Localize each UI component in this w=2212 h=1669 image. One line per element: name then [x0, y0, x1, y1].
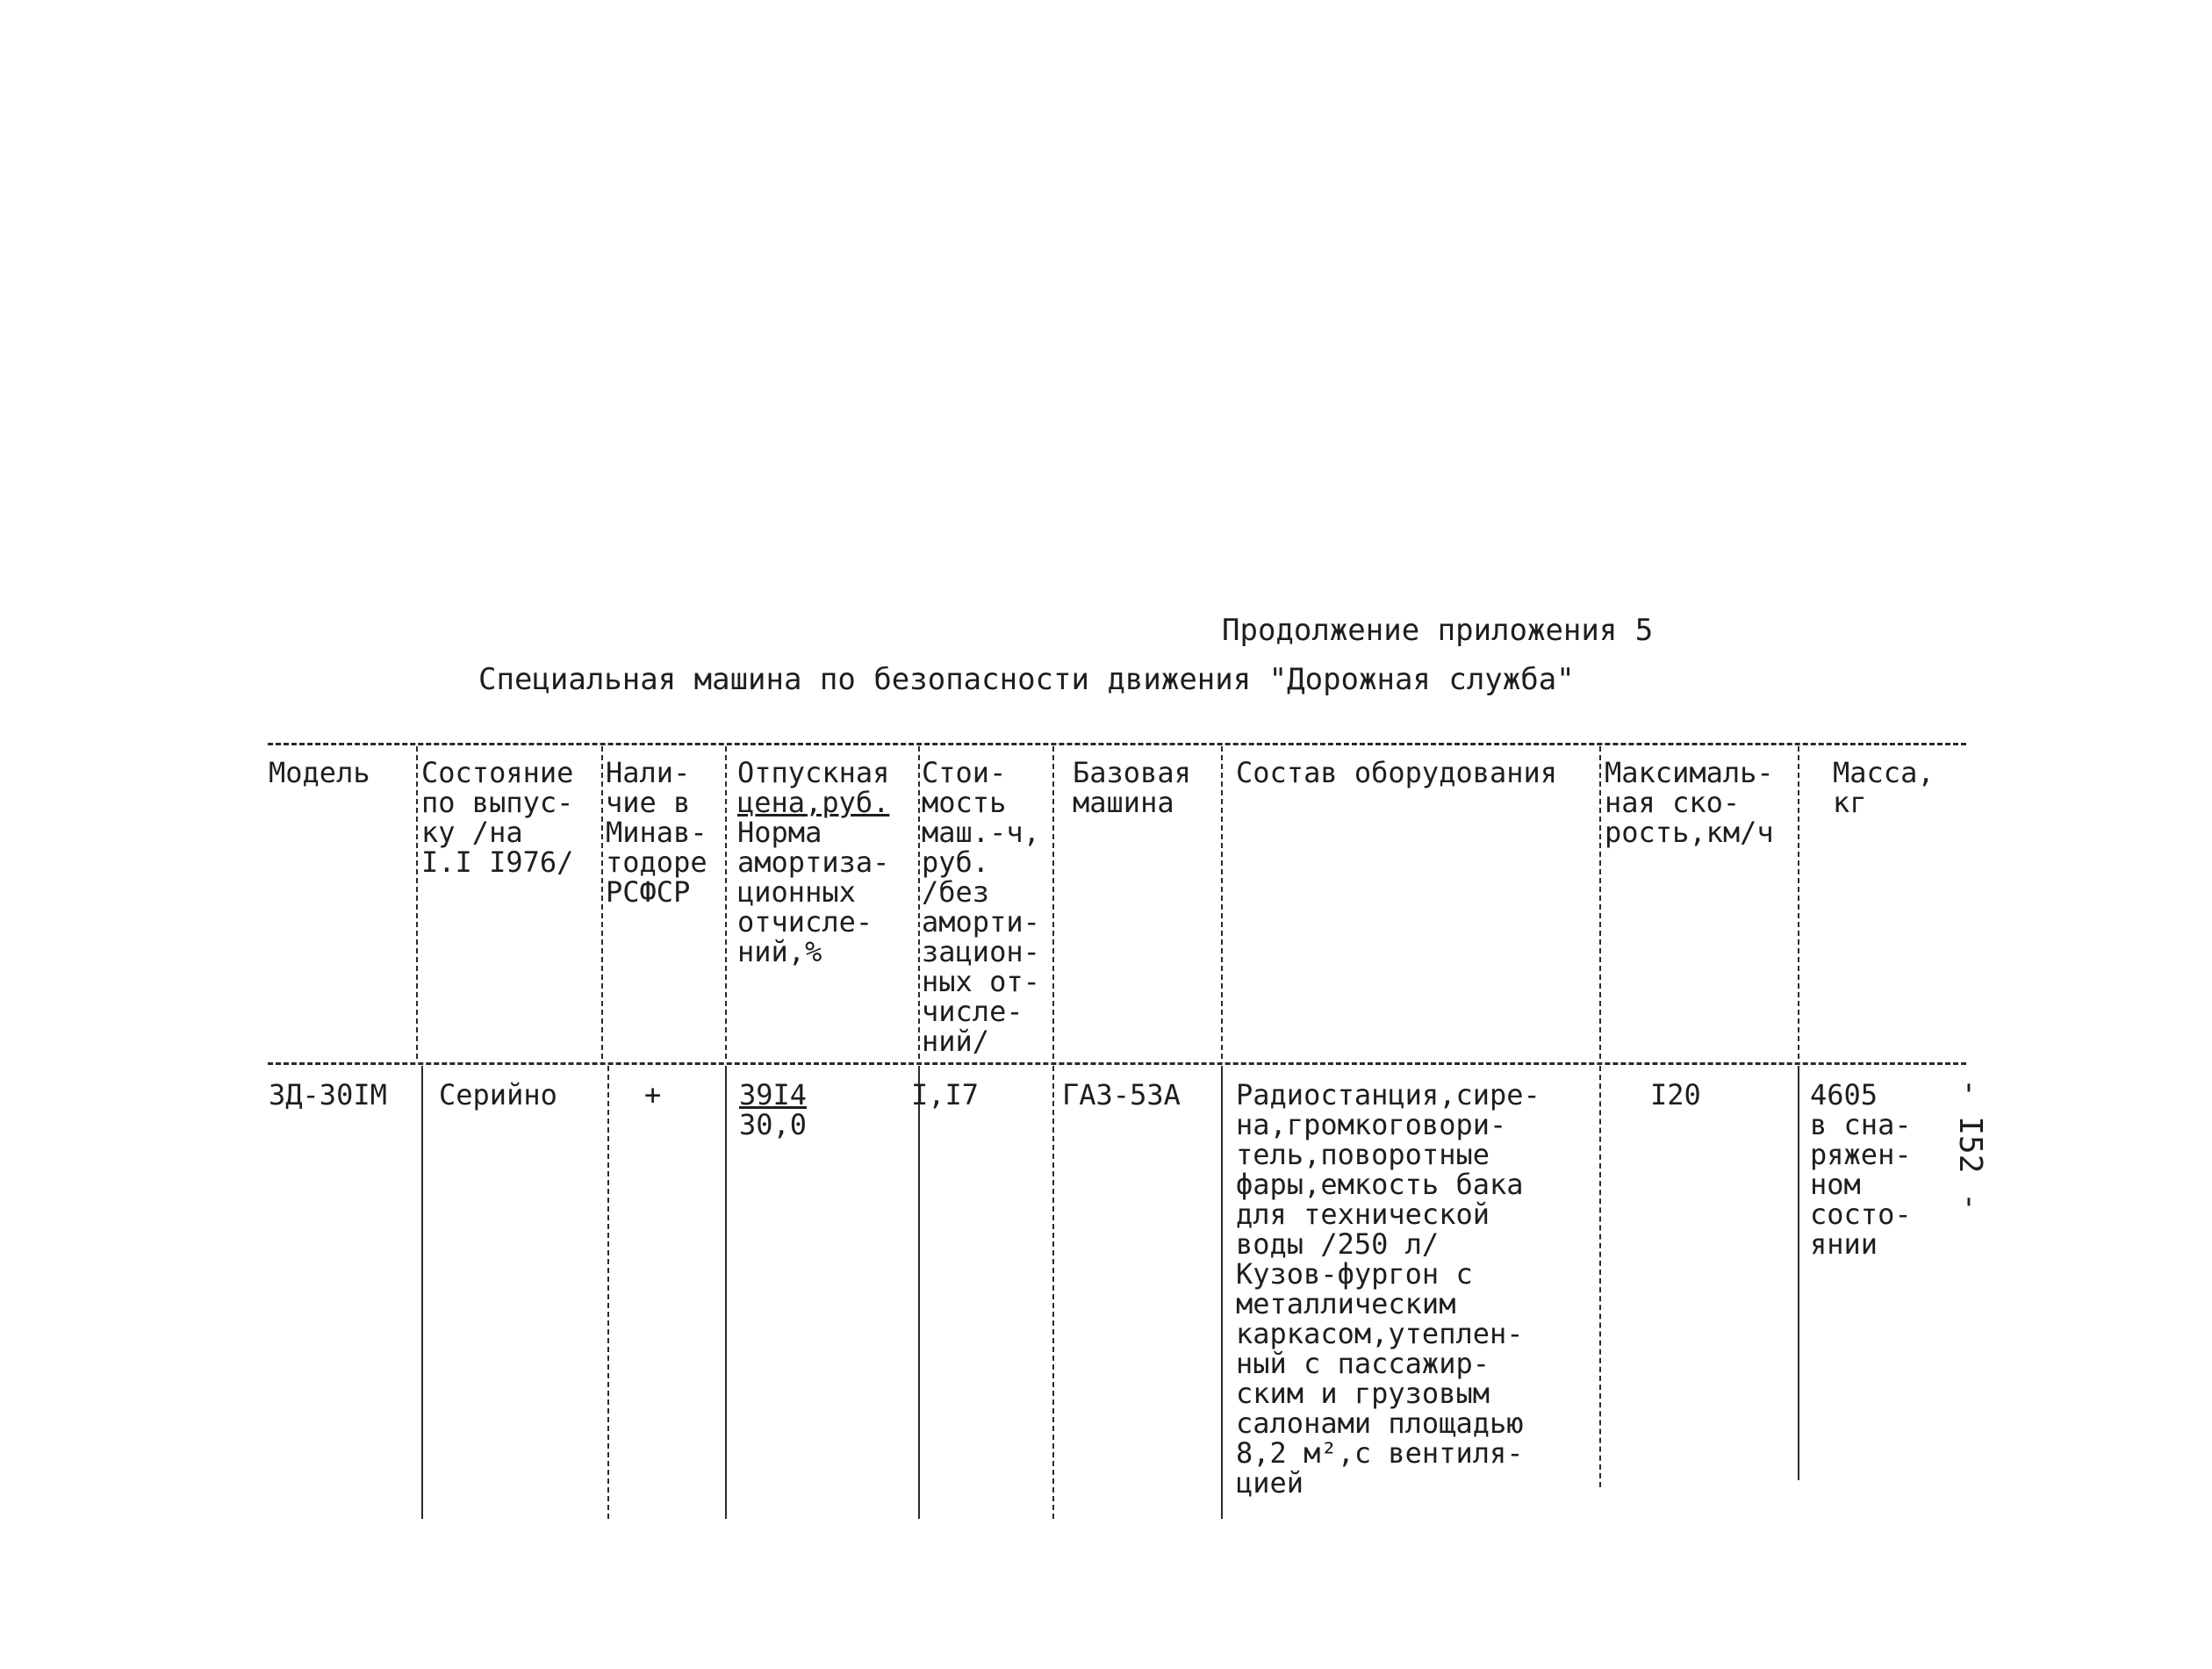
continuation-label: Продолжение приложения 5: [1222, 613, 1654, 648]
header-model: Модель: [269, 756, 370, 789]
cell-status: Серийно: [439, 1078, 557, 1111]
column-divider: [725, 746, 727, 1059]
table-top-rule: [268, 743, 1966, 745]
column-divider: [421, 1066, 423, 1519]
cell-max-speed: I20: [1650, 1078, 1701, 1111]
column-divider: [918, 746, 920, 1059]
cell-mass: 4605 в сна- ряжен- ном состо- янии: [1810, 1078, 1912, 1261]
column-divider: [601, 746, 603, 1059]
column-divider: [1798, 746, 1799, 1059]
header-mass: Масса, кг: [1833, 756, 1935, 819]
header-equipment: Состав оборудования: [1236, 756, 1558, 789]
header-status: Состояние по выпус- ку /на I.I I976/: [421, 756, 574, 879]
header-availability: Нали- чие в Минав- тодоре РСФСР: [606, 756, 707, 909]
header-price: Отпускная цена,руб. Норма амортиза- ционных отчисле- ний,%: [737, 756, 890, 968]
table-header-rule: [268, 1062, 1966, 1065]
cell-model: ЗД-30IM: [269, 1078, 387, 1111]
column-divider: [416, 746, 418, 1059]
column-divider: [918, 1066, 920, 1519]
cell-price: 39I4 30,0: [739, 1078, 808, 1141]
column-divider: [1599, 1066, 1601, 1487]
page-number: - I52 -: [1952, 1078, 1988, 1212]
cell-base-machine: ГАЗ-53А: [1062, 1078, 1181, 1111]
header-max-speed: Максималь- ная ско- рость,км/ч: [1605, 756, 1774, 849]
column-divider: [1599, 746, 1601, 1059]
cell-cost: I,I7: [911, 1078, 980, 1111]
column-divider: [1798, 1066, 1799, 1480]
cell-equipment: Радиостанция,сире- на,громкоговори- тель,поворотные фары,емкость бака для технической воды /250 л/ Кузов-фургон с металлическим каркасом,утеплен- ный с пассажир- ским и грузовым салонами площадью 8,2 м²,с вентиля- цией: [1236, 1078, 1540, 1500]
column-divider: [607, 1066, 609, 1519]
column-divider: [1052, 746, 1054, 1059]
column-divider: [725, 1066, 727, 1519]
header-cost: Стои- мость маш.-ч, руб. /без аморти- зацион- ных от- числе- ний/: [922, 756, 1040, 1058]
column-divider: [1052, 1066, 1054, 1519]
column-divider: [1221, 746, 1223, 1059]
header-base-machine: Базовая машина: [1073, 756, 1191, 819]
cell-availability: +: [644, 1078, 662, 1111]
document-title: Специальная машина по безопасности движения "Дорожная служба": [478, 662, 1575, 697]
column-divider: [1221, 1066, 1223, 1519]
